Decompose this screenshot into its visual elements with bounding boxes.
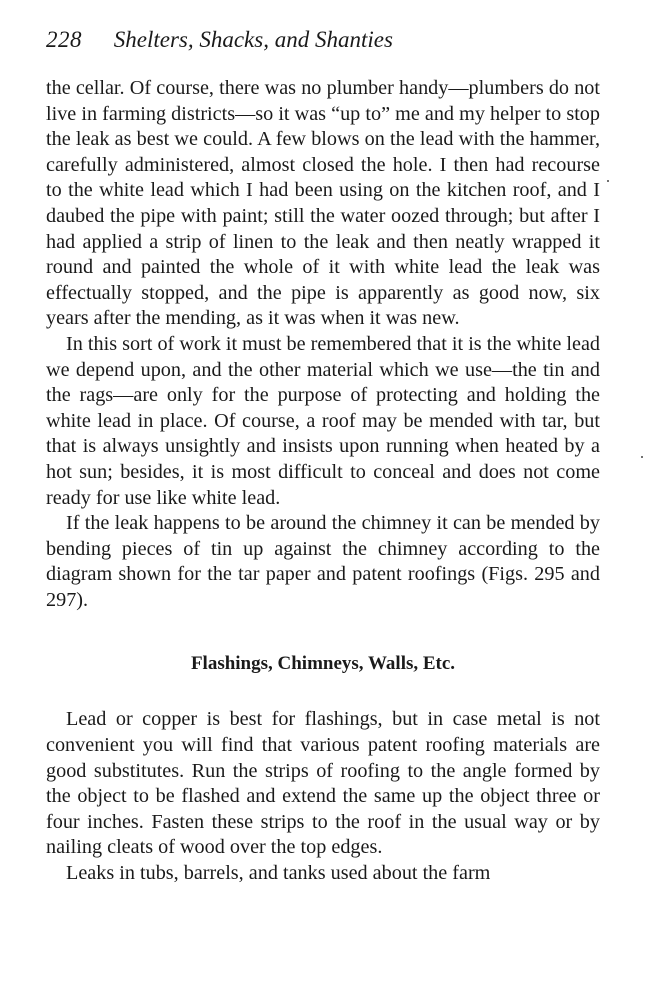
margin-speck	[641, 456, 643, 458]
page-number: 228	[46, 27, 82, 52]
section-heading: Flashings, Chimneys, Walls, Etc.	[190, 653, 456, 675]
paragraph-chimney-leak: If the leak happens to be around the chimney it can be mended by bending pieces of tin up against the chimney according to the diagram shown for the tar paper and patent roofings (Figs. 295 and 297).	[46, 512, 600, 611]
paragraph-flashings: Lead or copper is best for flashings, but in case metal is not convenient you will find that various patent roofing materials are good substitutes. Run the strips of roofing to the angle formed by the object to be flashed and extend the same up the object three or four inches. Fasten these strips to the roof in the usual way or by nailing cleats of wood over the top edges.	[46, 708, 600, 859]
paragraph-continued: the cellar. Of course, there was no plumber handy—plumbers do not live in farming districts—so it was “up to” me and my helper to stop the leak as best we could. A few blows on the lead with the hammer, carefully administered, almost closed the hole. I then had recourse to the white lead which I had been using on the kitchen roof, and I daubed the pipe with paint; still the water oozed through; but after I had applied a strip of linen to the leak and then neatly wrapped it round and painted the whole of it with white lead the leak was effectually stopped, and the pipe is apparently as good now, six years after the mending, as it was when it was new.	[46, 77, 600, 330]
margin-speck	[607, 180, 609, 182]
running-head	[46, 24, 606, 56]
body-text	[46, 76, 600, 887]
running-title: Shelters, Shacks, and Shanties	[113, 27, 393, 52]
paragraph-leaks-tubs: Leaks in tubs, barrels, and tanks used about the farm	[66, 862, 491, 885]
paragraph-white-lead: In this sort of work it must be remembered that it is the white lead we depend upon, and the other material which we use—the tin and the rags—are only for the purpose of protecting and holding the white lead in place. Of course, a roof may be mended with tar, but that is always unsightly and insists upon running when heated by a hot sun; besides, it is most difficult to conceal and does not come ready for use like white lead.	[46, 332, 600, 509]
